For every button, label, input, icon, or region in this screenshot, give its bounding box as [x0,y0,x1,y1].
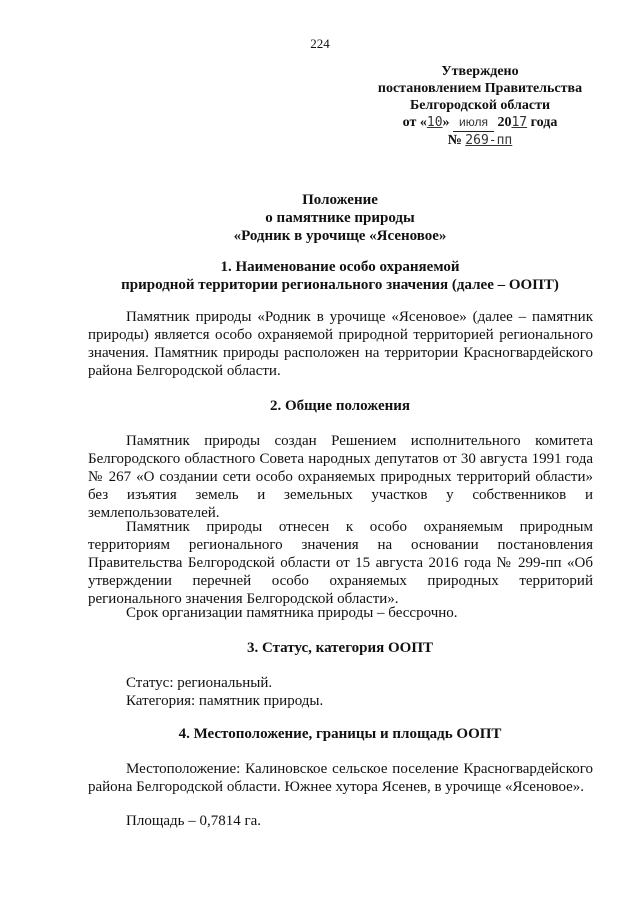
section-3-category: Категория: памятник природы. [126,693,324,709]
section-1-heading [0,258,640,294]
section-1-heading-line-1: 1. Наименование особо охраняемой [220,259,460,275]
date-mid: » [442,115,450,130]
date-suffix: года [530,115,558,130]
date-year-prefix: 20 [497,115,512,130]
approval-line-1: Утверждено [441,64,519,79]
section-2-paragraph-1: Памятник природы создан Решением исполнительного комитета Белгородского областного Совета народных депутатов от 30 августа 1991 года № 267 «О создании сети особо охраняемых природных территорий области» без изъятия земель и земельных участков у собственников и землепользователей. [88,433,593,521]
approval-line-3: Белгородской области [409,98,551,113]
section-4-area: Площадь – 0,7814 га. [126,813,262,829]
number-value: 269-пп [465,133,513,148]
approval-date [350,114,610,132]
document-title [0,191,640,245]
section-4-heading: 4. Местоположение, границы и площадь ООПТ [178,726,502,742]
number-prefix: № [447,133,462,148]
date-day: 10 [426,115,443,130]
section-2-paragraph-2: Памятник природы отнесен к особо охраняемым природным территориям регионального значения на основании постановления Правительства Белгородской области от 15 августа 2016 года № 299-пп «Об утверждении перечней особо охраняемых природных территорий регионального значения Белгородской области». [88,519,593,607]
section-2-paragraph-3: Срок организации памятника природы – бессрочно. [126,605,458,621]
approval-line-2: постановлением Правительства [377,81,583,96]
date-prefix: от « [402,115,427,130]
title-line-1: Положение [302,192,378,208]
section-4-location: Местоположение: Калиновское сельское поселение Красногвардейского района Белгородской области. Южнее хутора Ясенев, в урочище «Ясеновое». [88,761,593,795]
section-1-paragraph: Памятник природы «Родник в урочище «Ясеновое» (далее – памятник природы) является особо охраняемой природной территорией регионального значения. Памятник природы расположен на территории Красногвардейского района Белгородской области. [88,309,593,379]
date-month: июля [453,114,494,132]
approval-stamp [350,63,610,149]
section-2-heading: 2. Общие положения [269,398,411,414]
approval-number [350,132,610,149]
date-year-suffix: 17 [511,115,528,130]
title-line-3: «Родник в урочище «Ясеновое» [233,228,447,244]
title-line-2: о памятнике природы [265,210,415,226]
section-1-heading-line-2: природной территории регионального значения (далее – ООПТ) [121,277,559,293]
page-number: 224 [310,36,330,51]
section-3-status: Статус: региональный. [126,675,273,691]
section-3-heading: 3. Статус, категория ООПТ [246,640,433,656]
